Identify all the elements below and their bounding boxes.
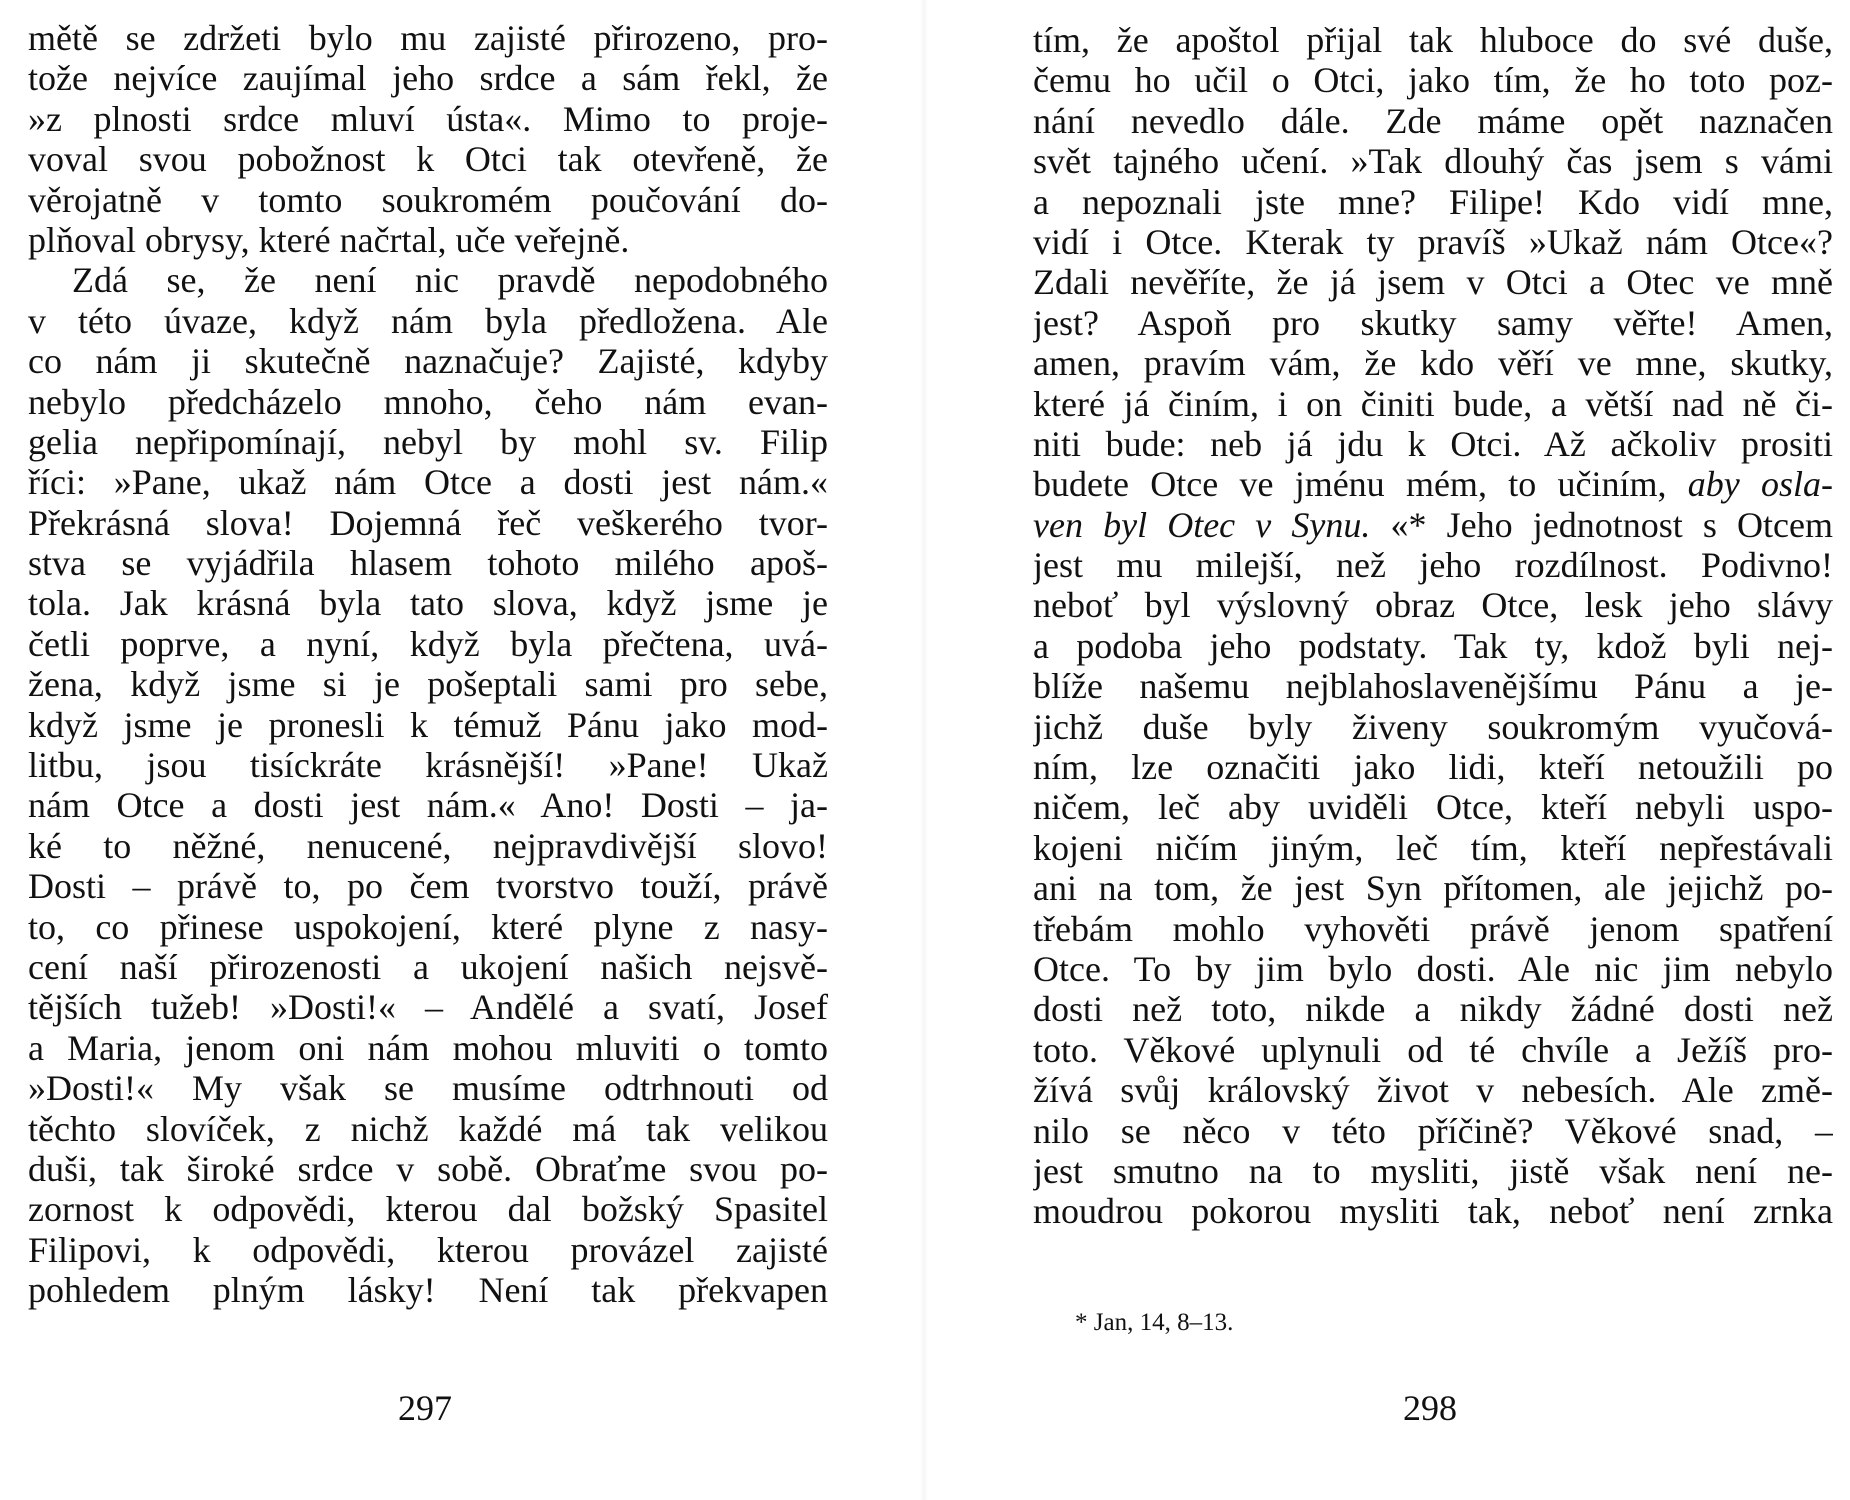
text-line: Zdali nevěříte, že já jsem v Otci a Otec ve mně xyxy=(1033,262,1833,303)
text-line: Dosti – právě to, po čem tvorstvo touží, právě xyxy=(28,866,828,907)
text-line: ké to něžné, nenucené, nejpravdivější slovo! xyxy=(28,825,828,866)
text-line: těchto slovíček, z nichž každé má tak velikou xyxy=(28,1108,828,1149)
text-line: jichž duše byly živeny soukromým vyučová- xyxy=(1033,706,1833,747)
text-line: a Maria, jenom oni nám mohou mluviti o tomto xyxy=(28,1027,828,1068)
text-line: nání nevedlo dále. Zde máme opět naznačen xyxy=(1033,100,1833,141)
text-line-with-italic xyxy=(1033,464,1833,504)
text-line: Zdá se, že není nic pravdě nepodobného xyxy=(72,260,828,301)
text-line: jest mu milejší, než jeho rozdílnost. Podivno! xyxy=(1033,545,1833,586)
text-line: vidí i Otce. Kterak ty pravíš »Ukaž nám Otce«? xyxy=(1033,221,1833,262)
text-line: četli poprve, a nyní, když byla přečtena, uvá- xyxy=(28,623,828,664)
text-line: nebylo předcházelo mnoho, čeho nám evan- xyxy=(28,381,828,422)
text-line: tože nejvíce zaujímal jeho srdce a sám řekl, že xyxy=(28,58,828,99)
text-line: jest? Aspoň pro skutky samy věřte! Amen, xyxy=(1033,302,1833,343)
text-line: tola. Jak krásná byla tato slova, když jsme je xyxy=(28,583,828,624)
text-line: žena, když jsme si je pošeptali sami pro sebe, xyxy=(28,664,828,705)
text-line: třebám mohlo vyhověti právě jenom spatření xyxy=(1033,908,1833,949)
text-line: svět tajného učení. »Tak dlouhý čas jsem s vámi xyxy=(1033,141,1833,182)
text-line: to, co přinese uspokojení, které plyne z nasy- xyxy=(28,906,828,947)
text-line: Překrásná slova! Dojemná řeč veškerého tvor- xyxy=(28,502,828,543)
text-line: litbu, jsou tisíckráte krásnější! »Pane! Ukaž xyxy=(28,745,828,786)
text-line: Otce. To by jim bylo dosti. Ale nic jim nebylo xyxy=(1033,948,1833,989)
text-line: co nám ji skutečně naznačuje? Zajisté, kdyby xyxy=(28,341,828,382)
text-line: tím, že apoštol přijal tak hluboce do své duše, xyxy=(1033,20,1833,60)
text-line: pohledem plným lásky! Není tak překvapen xyxy=(28,1270,828,1311)
text-line: v této úvaze, když nám byla předložena. Ale xyxy=(28,300,828,341)
text-line: niti bude: neb já jdu k Otci. Až ačkoliv prositi xyxy=(1033,423,1833,464)
italic-segment: aby osla- xyxy=(1687,464,1833,505)
text-line: žívá svůj královský život v nebesích. Ale změ- xyxy=(1033,1070,1833,1111)
text-line: ani na tom, že jest Syn přítomen, ale jejichž po- xyxy=(1033,868,1833,909)
text-line: kojeni ničím jiným, leč tím, kteří nepřestávali xyxy=(1033,827,1833,868)
text-line: ním, lze označiti jako lidi, kteří netoužili po xyxy=(1033,747,1833,788)
text-line: říci: »Pane, ukaž nám Otce a dosti jest nám.« xyxy=(28,462,828,503)
text-line: gelia nepřipomínají, nebyl by mohl sv. Filip xyxy=(28,421,828,462)
text-line: blíže našemu nejblahoslavenějšímu Pánu a je- xyxy=(1033,666,1833,707)
footnote: * Jan, 14, 8–13. xyxy=(1075,1309,1234,1336)
text-line: nám Otce a dosti jest nám.« Ano! Dosti – ja- xyxy=(28,785,828,826)
right-page-text xyxy=(1033,20,1833,1232)
left-page-text xyxy=(28,18,828,1311)
text-line: voval svou pobožnost k Otci tak otevřeně, že xyxy=(28,139,828,180)
text-line: ničem, leč aby uviděli Otce, kteří nebyli uspo- xyxy=(1033,787,1833,828)
text-line: mětě se zdržeti bylo mu zajisté přirozeno, pro- xyxy=(28,18,828,58)
text-line: duši, tak široké srdce v sobě. Obraťme svou po- xyxy=(28,1148,828,1189)
text-line: které já činím, i on činiti bude, a větší nad ně či- xyxy=(1033,383,1833,424)
text-line: toto. Věkové uplynuli od té chvíle a Ježíš pro- xyxy=(1033,1029,1833,1070)
text-line: a nepoznali jste mne? Filipe! Kdo vidí mne, xyxy=(1033,181,1833,222)
text-line: stva se vyjádřila hlasem tohoto milého apoš- xyxy=(28,543,828,584)
text-line: neboť byl výslovný obraz Otce, lesk jeho slávy xyxy=(1033,585,1833,626)
text-line: když jsme je pronesli k témuž Pánu jako mod- xyxy=(28,704,828,745)
text-line: jest smutno na to mysliti, jistě však není ne- xyxy=(1033,1150,1833,1191)
book-gutter xyxy=(920,0,928,1500)
text-line: »z plnosti srdce mluví ústa«. Mimo to proje- xyxy=(28,98,828,139)
text-line: a podoba jeho podstaty. Tak ty, kdož byli nej- xyxy=(1033,625,1833,666)
text-line: věrojatně v tomto soukromém poučování do- xyxy=(28,179,828,220)
text-line: plňoval obrysy, které načrtal, uče veřejně. xyxy=(28,219,630,260)
text-line-with-italic xyxy=(1033,505,1833,545)
text-line: Filipovi, k odpovědi, kterou provázel zajisté xyxy=(28,1229,828,1270)
text-line: tějších tužeb! »Dosti!« – Andělé a svatí, Josef xyxy=(28,987,828,1028)
text-line: čemu ho učil o Otci, jako tím, že ho toto poz- xyxy=(1033,60,1833,101)
text-line: amen, pravím vám, že kdo věří ve mne, skutky, xyxy=(1033,343,1833,384)
text-line: dosti než toto, nikde a nikdy žádné dosti než xyxy=(1033,989,1833,1030)
text-segment: budete Otce ve jménu mém, to učiním, xyxy=(1033,464,1667,505)
text-segment: «* Jeho jednotnost s Otcem xyxy=(1370,504,1833,545)
text-line: »Dosti!« My však se musíme odtrhnouti od xyxy=(28,1068,828,1109)
text-line: nilo se něco v této příčině? Věkové snad, – xyxy=(1033,1110,1833,1151)
page-number: 297 xyxy=(398,1388,452,1428)
text-line: zornost k odpovědi, kterou dal božský Spasitel xyxy=(28,1189,828,1230)
text-line: cení naší přirozenosti a ukojení našich nejsvě- xyxy=(28,946,828,987)
page-number: 298 xyxy=(1403,1388,1457,1428)
italic-segment: ven byl Otec v Synu. xyxy=(1033,504,1371,545)
text-line: moudrou pokorou mysliti tak, neboť není zrnka xyxy=(1033,1191,1833,1232)
